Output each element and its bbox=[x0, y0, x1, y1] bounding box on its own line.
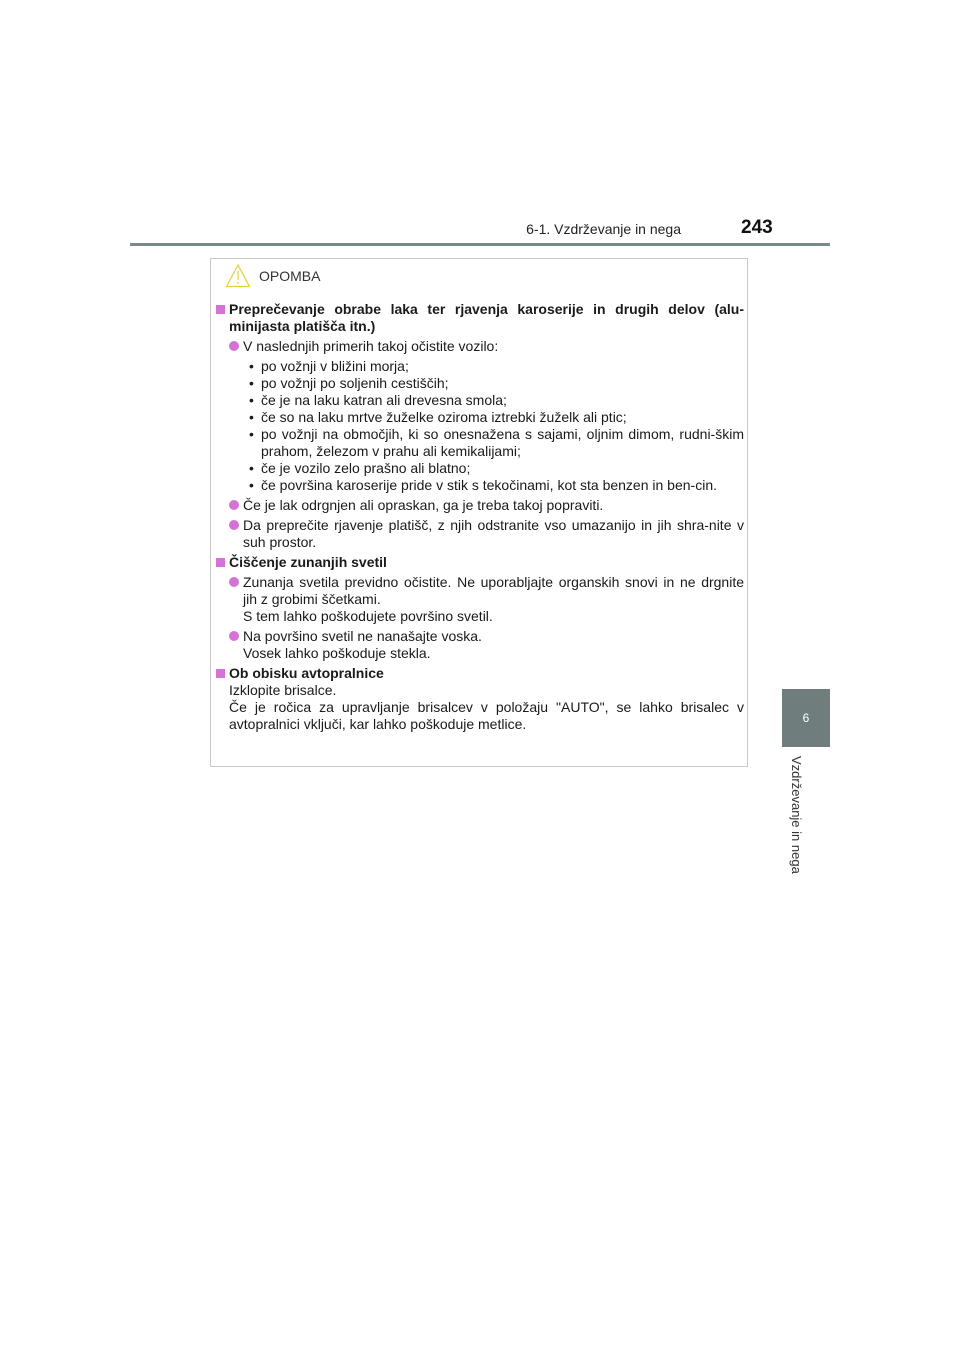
list-item-text: Na površino svetil ne nanašajte voska. bbox=[243, 628, 482, 644]
bullet-item: • po vožnji na območjih, ki so onesnažena s sajami, oljnim dimom, rudni-škim prahom, železom v prahu ali kemikalijami; bbox=[216, 426, 744, 460]
bullet-item: • če je na laku katran ali drevesna smola; bbox=[216, 392, 744, 409]
list-item: Da preprečite rjavenje platišč, z njih odstranite vso umazanijo in jih shra-nite v suh prostor. bbox=[216, 517, 744, 551]
bullet-item: • če je vozilo zelo prašno ali blatno; bbox=[216, 460, 744, 477]
notice-box bbox=[210, 258, 748, 767]
list-item-text: Vosek lahko poškoduje stekla. bbox=[243, 645, 431, 661]
chapter-tab: 6 bbox=[782, 689, 830, 747]
header-rule bbox=[130, 243, 830, 246]
warning-triangle-icon bbox=[225, 263, 251, 289]
section-heading-exterior-lights: Čiščenje zunanjih svetil bbox=[216, 554, 744, 571]
section-heading-car-wash: Ob obisku avtopralnice bbox=[216, 665, 744, 682]
paragraph bbox=[216, 682, 744, 733]
bullet-list bbox=[216, 358, 744, 494]
section-title: 6-1. Vzdrževanje in nega bbox=[526, 221, 681, 237]
list-item: V naslednjih primerih takoj očistite vozilo: bbox=[216, 338, 744, 355]
notice-content bbox=[216, 301, 744, 733]
bullet-item: • po vožnji po soljenih cestiščih; bbox=[216, 375, 744, 392]
section-heading-paint-protection: Preprečevanje obrabe laka ter rjavenja karoserije in drugih delov (alu-minijasta platišča itn.) bbox=[216, 301, 744, 335]
page-number: 243 bbox=[741, 217, 773, 238]
notice-header bbox=[225, 263, 320, 289]
list-item-text: S tem lahko poškodujete površino svetil. bbox=[243, 608, 493, 624]
list-item bbox=[216, 574, 744, 625]
list-item-text: Zunanja svetila previdno očistite. Ne uporabljajte organskih snovi in ne drgnite jih z grobimi ščetkami. bbox=[243, 574, 744, 607]
paragraph-line: Če je ročica za upravljanje brisalcev v položaju "AUTO", se lahko brisalec v avtopralnici vključi, kar lahko poškoduje metlice. bbox=[229, 699, 744, 732]
list-item bbox=[216, 628, 744, 662]
bullet-item: • če površina karoserije pride v stik s tekočinami, kot sta benzen in ben-cin. bbox=[216, 477, 744, 494]
chapter-side-label: Vzdrževanje in nega bbox=[789, 756, 804, 874]
bullet-item: • če so na laku mrtve žuželke oziroma iztrebki žuželk ali ptic; bbox=[216, 409, 744, 426]
bullet-item: • po vožnji v bližini morja; bbox=[216, 358, 744, 375]
list-item: Če je lak odrgnjen ali opraskan, ga je treba takoj popraviti. bbox=[216, 497, 744, 514]
notice-title: OPOMBA bbox=[259, 268, 321, 284]
paragraph-line: Izklopite brisalce. bbox=[229, 682, 337, 698]
